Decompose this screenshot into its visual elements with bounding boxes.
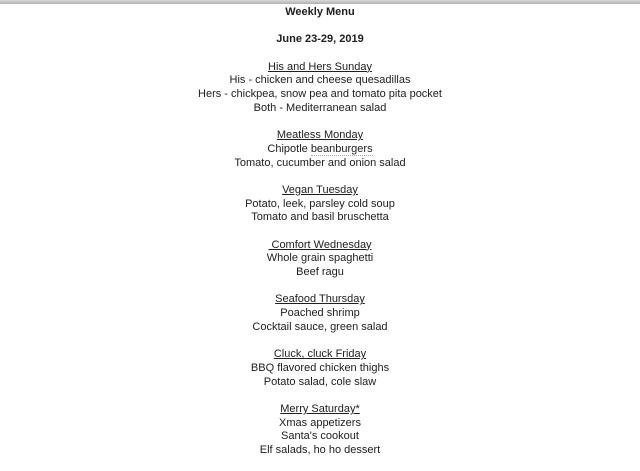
menu-item: Xmas appetizers: [279, 416, 361, 429]
menu-item: Tomato and basil bruschetta: [251, 211, 389, 224]
menu-item: Potato salad, cole slaw: [263, 375, 377, 388]
menu-item: Tomato, cucumber and onion salad: [234, 156, 406, 169]
menu-item: Whole grain spaghetti: [266, 252, 374, 265]
menu-item: Elf salads, ho ho dessert: [259, 444, 381, 456]
document-title: Weekly Menu: [285, 6, 355, 18]
blank-line: [0, 20, 640, 34]
menu-section: [0, 184, 640, 225]
menu-sections: [0, 61, 640, 458]
day-heading: Comfort Wednesday: [268, 238, 372, 251]
menu-item: Potato, leek, parsley cold soup: [245, 197, 395, 210]
menu-section: [0, 348, 640, 389]
day-heading: Meatless Monday: [276, 129, 364, 142]
menu-section: [0, 403, 640, 458]
menu-section: [0, 61, 640, 116]
menu-section: [0, 129, 640, 170]
spellcheck-word: beanburgers: [310, 142, 373, 155]
day-heading: Merry Saturday*: [280, 402, 360, 415]
menu-item: Santa's cookout: [281, 430, 359, 443]
day-heading: Cluck, cluck Friday: [273, 348, 367, 361]
menu-section: [0, 239, 640, 280]
date-range: June 23-29, 2019: [276, 33, 364, 46]
menu-item: Chipotle beanburgers: [267, 142, 373, 155]
menu-item: Hers - chickpea, snow pea and tomato pita pocket: [198, 88, 442, 101]
menu-section: [0, 293, 640, 334]
menu-item: Cocktail sauce, green salad: [252, 320, 388, 333]
menu-item: His - chicken and cheese quesadillas: [229, 74, 411, 87]
menu-item: Beef ragu: [296, 266, 344, 279]
menu-item: Poached shrimp: [280, 307, 360, 320]
day-heading: His and Hers Sunday: [268, 60, 372, 73]
menu-item: Both - Mediterranean salad: [253, 101, 387, 114]
menu-item: BBQ flavored chicken thighs: [250, 361, 390, 374]
day-heading: Vegan Tuesday: [282, 183, 358, 196]
menu-document: [0, 4, 640, 458]
day-heading: Seafood Thursday: [275, 293, 365, 306]
